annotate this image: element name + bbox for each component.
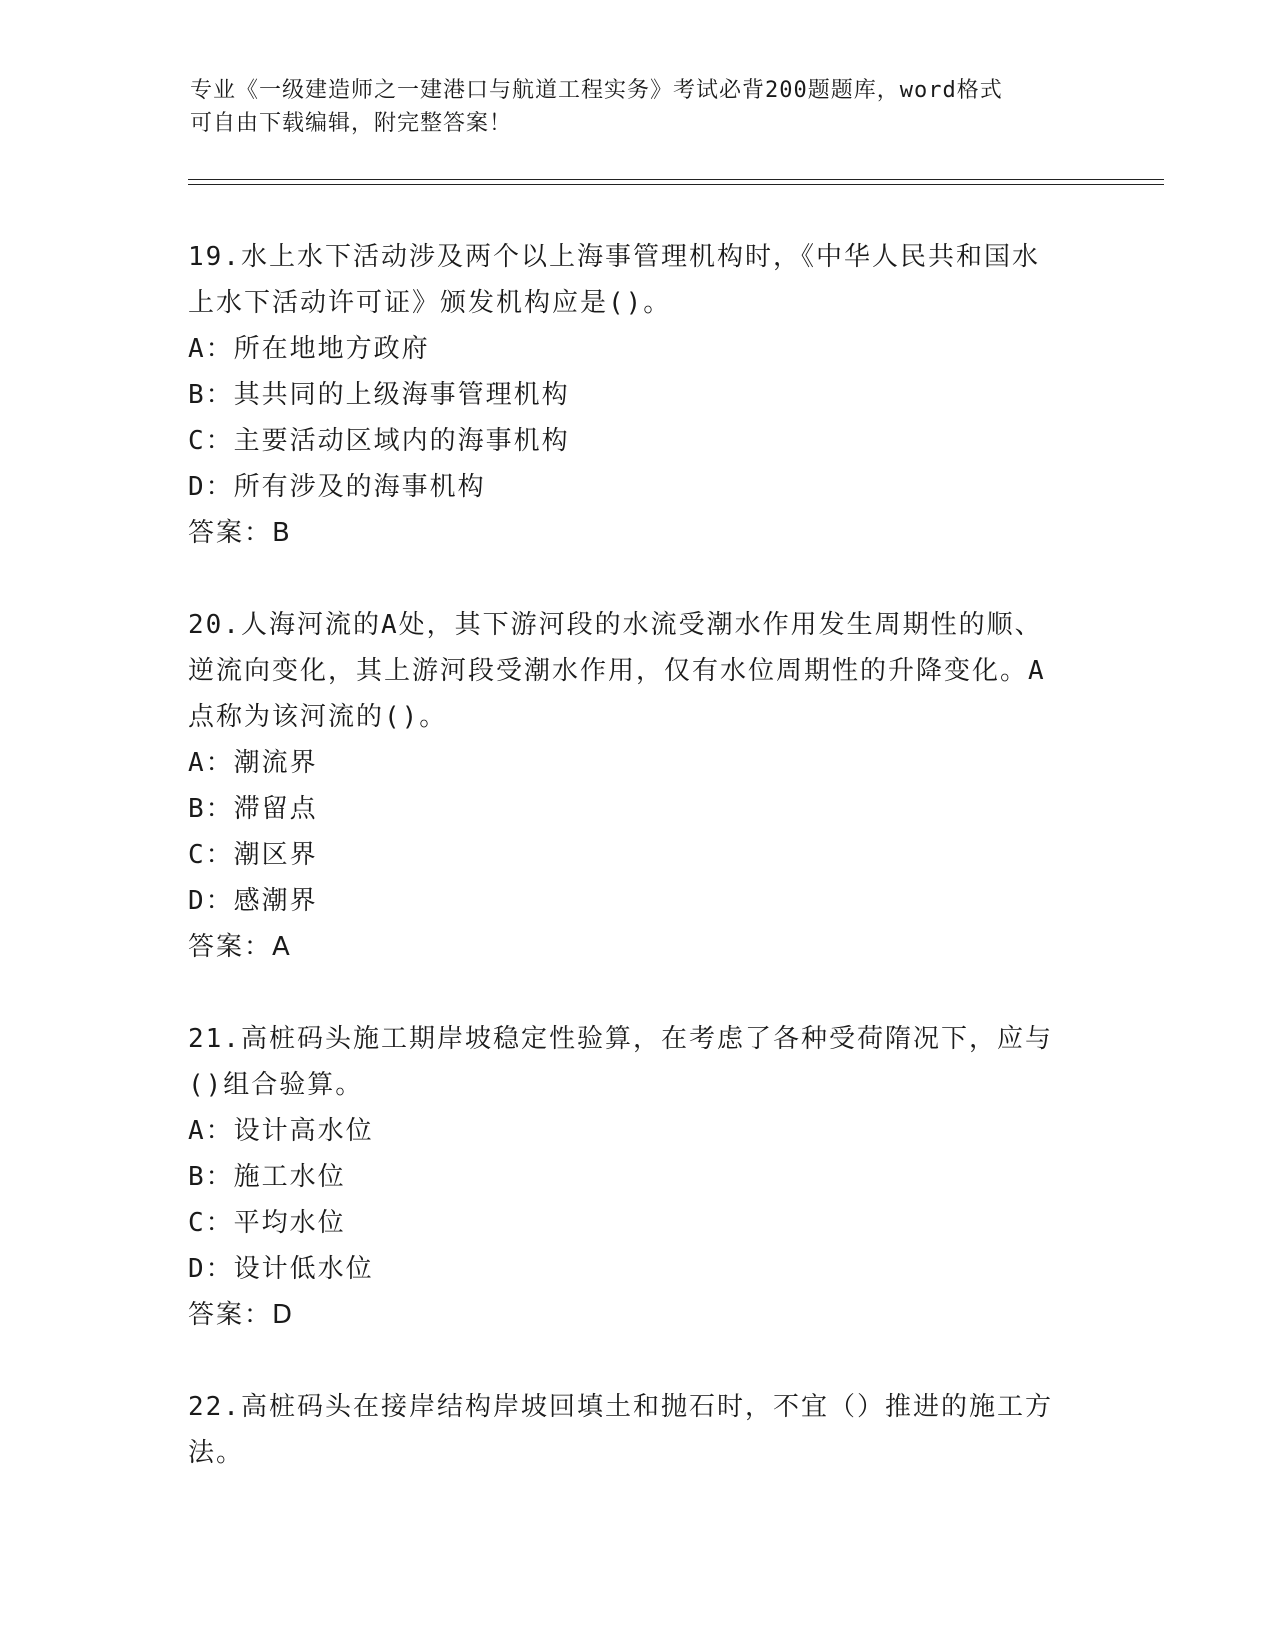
option-a: A：潮流界 (188, 748, 318, 778)
question-22 (188, 1384, 1088, 1476)
question-stem-line: 20.人海河流的A处，其下游河段的水流受潮水作用发生周期性的顺、 (188, 610, 1043, 640)
question-stem-line: 法。 (188, 1438, 245, 1468)
option-c: C：潮区界 (188, 840, 318, 870)
answer-value: A (272, 932, 292, 962)
answer-label: 答案： (188, 518, 273, 548)
answer-label: 答案： (188, 932, 273, 962)
question-list (188, 234, 1088, 1522)
option-d: D：设计低水位 (188, 1254, 374, 1284)
question-stem-line: 上水下活动许可证》颁发机构应是()。 (188, 288, 672, 318)
option-b: B：其共同的上级海事管理机构 (188, 380, 570, 410)
answer-line (188, 510, 1088, 556)
header-divider-bottom (188, 184, 1164, 185)
option-d: D：感潮界 (188, 886, 318, 916)
option-d: D：所有涉及的海事机构 (188, 472, 486, 502)
answer-line (188, 1292, 1088, 1338)
answer-value: B (272, 518, 292, 548)
question-20 (188, 602, 1088, 970)
option-c: C：主要活动区域内的海事机构 (188, 426, 570, 456)
answer-label: 答案： (188, 1300, 273, 1330)
answer-value: D (272, 1300, 295, 1330)
question-19 (188, 234, 1088, 556)
question-stem-line: ()组合验算。 (188, 1070, 364, 1100)
document-header (190, 74, 1090, 140)
header-divider-top (188, 179, 1164, 180)
header-line-1: 专业《一级建造师之一建港口与航道工程实务》考试必背200题题库，word格式 (190, 78, 1003, 103)
question-21 (188, 1016, 1088, 1338)
option-a: A：设计高水位 (188, 1116, 374, 1146)
option-c: C：平均水位 (188, 1208, 346, 1238)
header-line-2: 可自由下载编辑，附完整答案！ (190, 111, 513, 136)
question-stem-line: 点称为该河流的()。 (188, 702, 448, 732)
question-stem-line: 逆流向变化，其上游河段受潮水作用，仅有水位周期性的升降变化。A (188, 656, 1046, 686)
question-stem-line: 19.水上水下活动涉及两个以上海事管理机构时，《中华人民共和国水 (188, 242, 1040, 272)
question-stem-line: 22.高桩码头在接岸结构岸坡回填土和抛石时，不宜（）推进的施工方 (188, 1392, 1053, 1422)
option-b: B：滞留点 (188, 794, 318, 824)
option-b: B：施工水位 (188, 1162, 346, 1192)
option-a: A：所在地地方政府 (188, 334, 430, 364)
answer-line (188, 924, 1088, 970)
question-stem-line: 21.高桩码头施工期岸坡稳定性验算，在考虑了各种受荷隋况下，应与 (188, 1024, 1053, 1054)
